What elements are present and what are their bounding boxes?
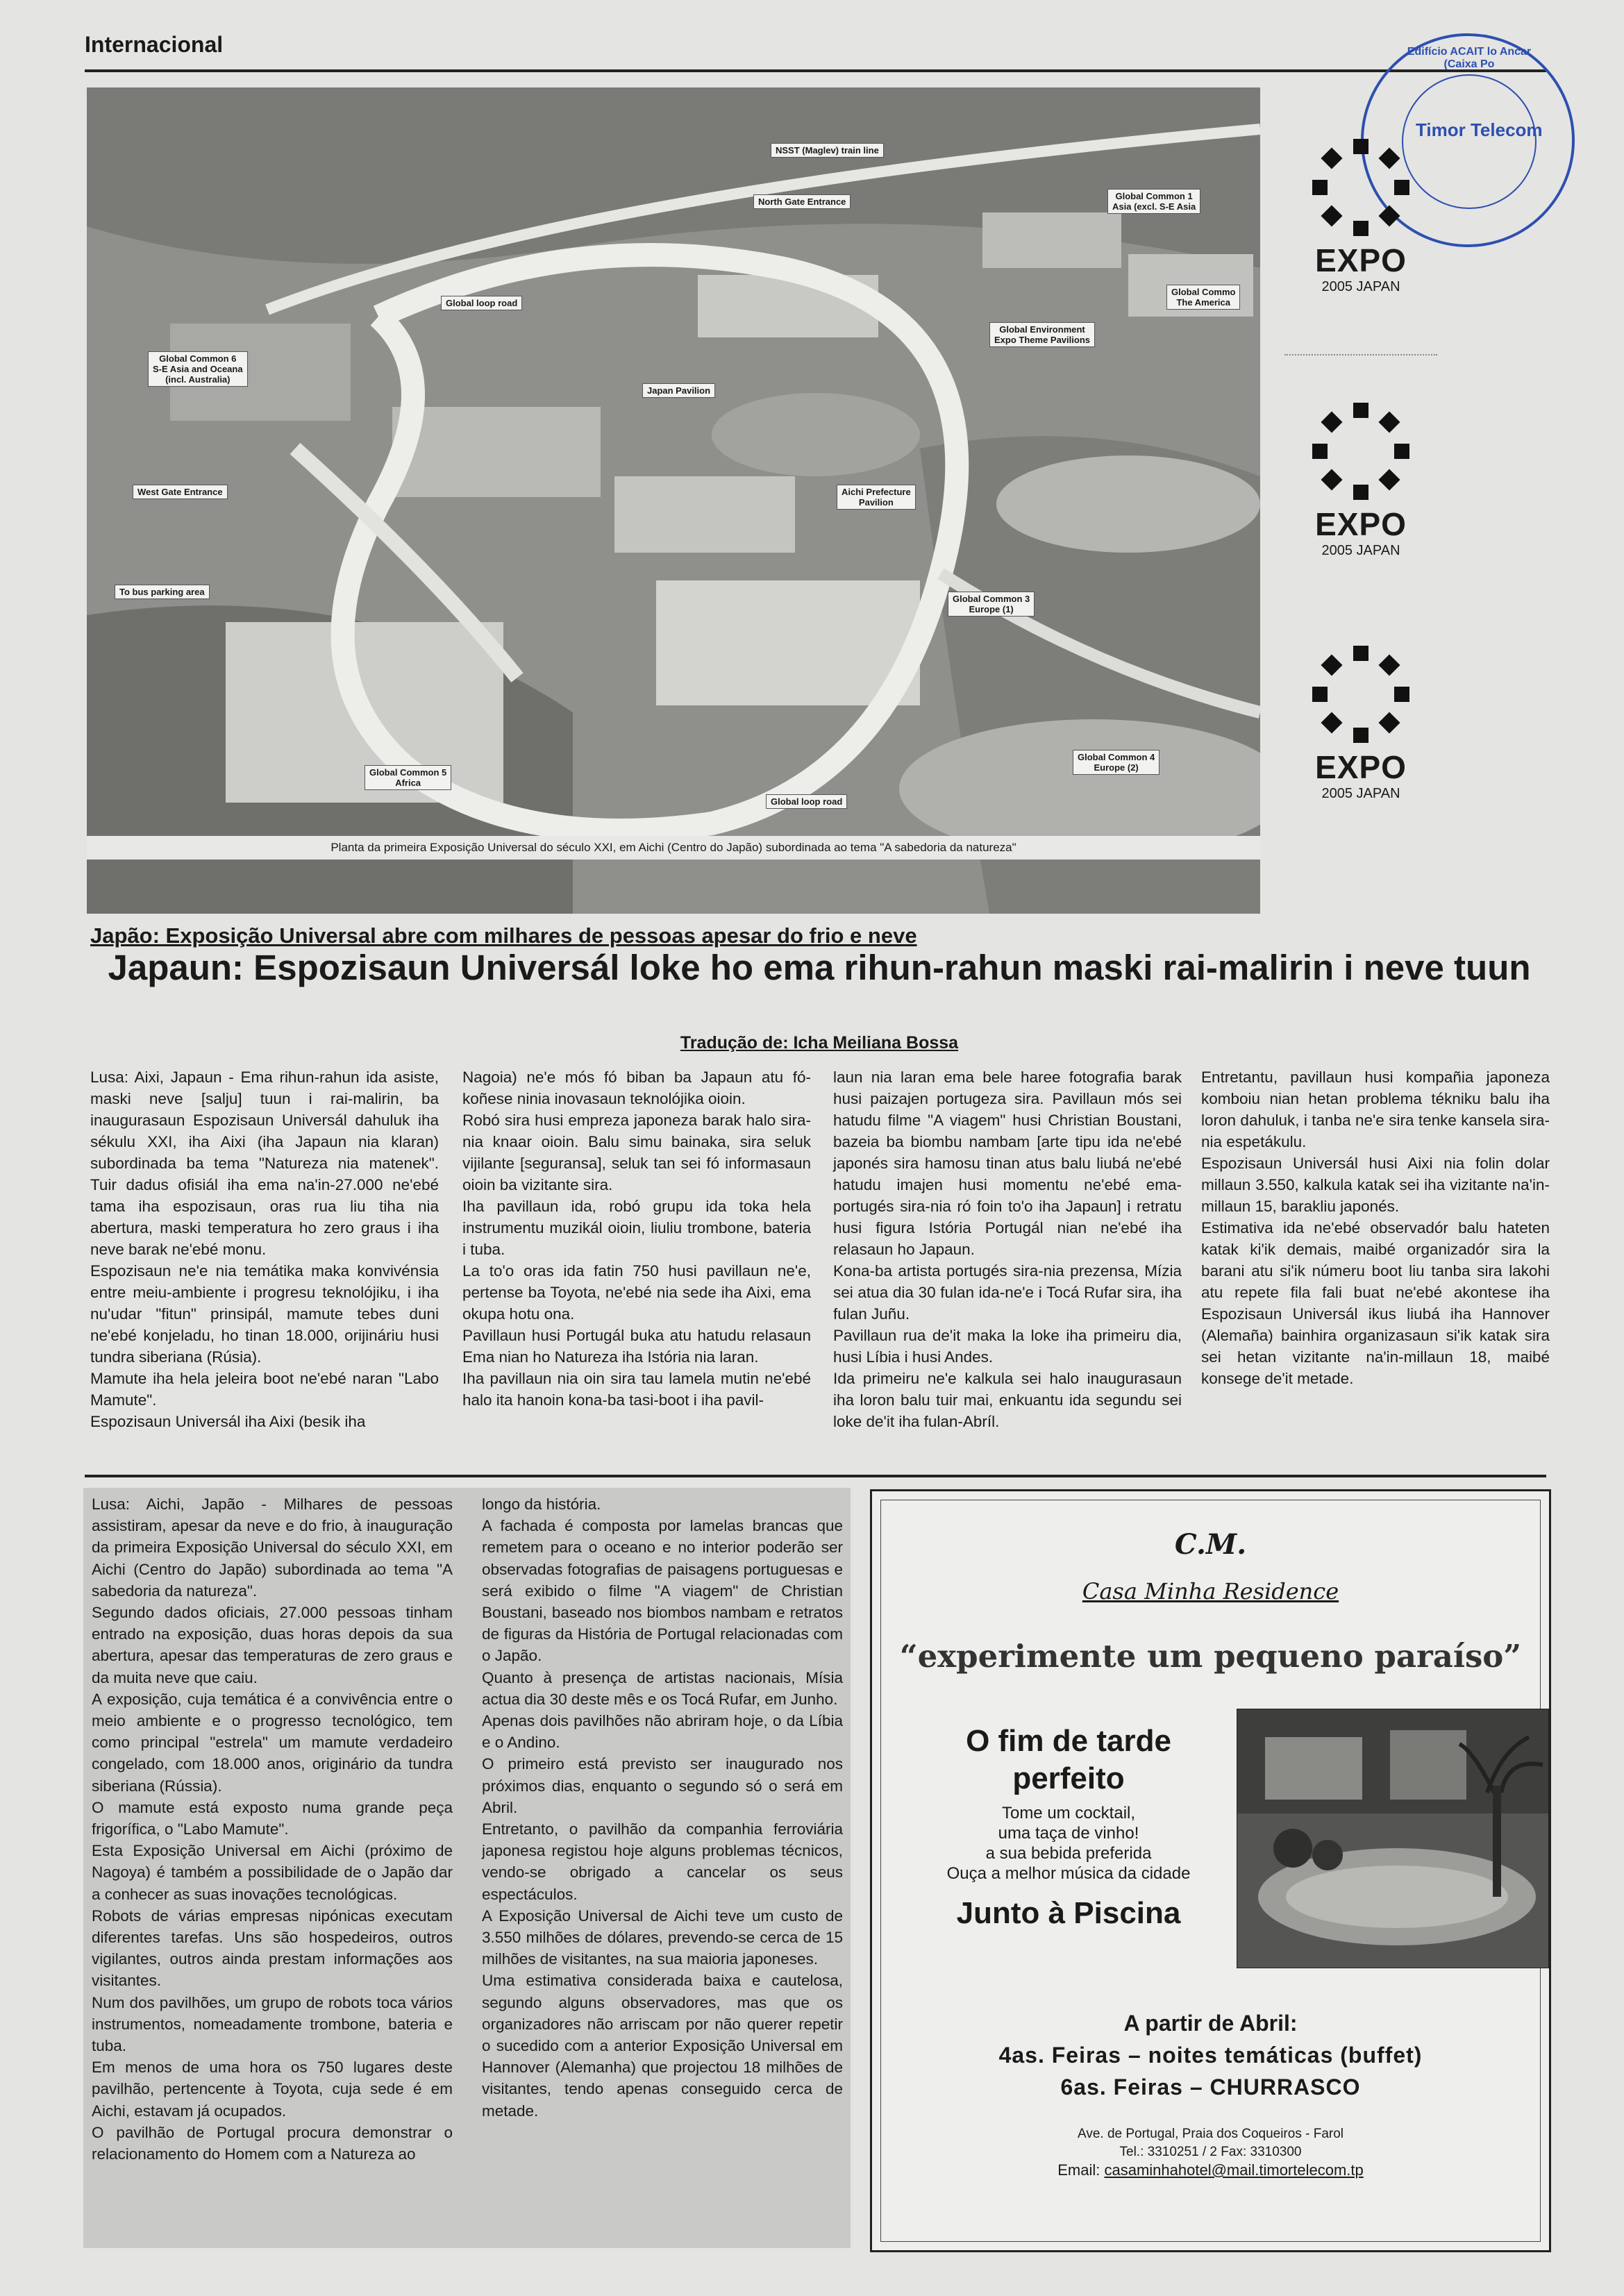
- expo-ring-icon: [1312, 403, 1409, 500]
- portuguese-column-2: [482, 1493, 843, 2122]
- expo-ring-icon: [1312, 139, 1409, 236]
- ad-address: Ave. de Portugal, Praia dos Coqueiros - Farol: [1077, 2127, 1343, 2141]
- ad-body-line: Tome um cocktail,: [1001, 1804, 1136, 1822]
- pool-photo: [1237, 1709, 1549, 1968]
- label-aichi-pavilion: Aichi Prefecture Pavilion: [837, 485, 916, 510]
- paragraph: Lusa: Aichi, Japão - Milhares de pessoas assistiram, apesar da neve e do frio, à inauguração da primeira Exposição Universal do século XXI, em Aichi (Centro do Japão) subordinada ao tema "A sabedoria da natureza".: [92, 1495, 453, 1600]
- middle-rule: [85, 1475, 1546, 1477]
- article-column-2: [462, 1066, 811, 1411]
- paragraph: Mamute iha hela jeleira boot ne'ebé naran "Labo Mamute".: [90, 1370, 439, 1409]
- paragraph: longo da história.: [482, 1495, 601, 1513]
- paragraph: Nagoia) ne'e mós fó biban ba Japaun atu fó-koñese ninia inovasaun teknolójika oioin.: [462, 1069, 811, 1107]
- paragraph: La to'o oras ida fatin 750 husi pavillaun ne'e, pertense ba Toyota, ne'ebé nia sede iha Aixi, ema okupa hotu ona.: [462, 1262, 811, 1323]
- paragraph: Entretantu, pavillaun husi kompañia japoneza komboiu nian hetan problema tékniku balu iha loron dahuluk, i tanba ne'e sira tenke kansela sira-nia espetákulu.: [1201, 1069, 1550, 1150]
- article-column-1: [90, 1066, 439, 1432]
- paragraph: Em menos de uma hora os 750 lugares deste pavilhão, pertencente à Toyota, cuja sede é em Aichi, estavam já ocupados.: [92, 2059, 453, 2120]
- ad-body-line: uma taça de vinho!: [998, 1824, 1139, 1843]
- divider: [1284, 354, 1437, 355]
- ad-from-date: A partir de Abril:: [1123, 2011, 1298, 2036]
- ad-slogan: “experimente um pequeno paraíso”: [899, 1638, 1522, 1675]
- label-bus-parking: To bus parking area: [115, 585, 210, 599]
- paragraph: O pavilhão de Portugal procura demonstrar o relacionamento do Homem com a Natureza ao: [92, 2123, 453, 2163]
- ad-headline-2: perfeito: [1012, 1761, 1125, 1795]
- article-column-4: [1201, 1066, 1550, 1389]
- portuguese-column-1: [92, 1493, 453, 2165]
- top-rule: [85, 69, 1546, 72]
- label-global-common-6: Global Common 6 S-E Asia and Oceana (incl. Australia): [148, 351, 248, 387]
- ad-inner-frame: [880, 1500, 1541, 2242]
- paragraph: Pavillaun husi Portugál buka atu hatudu relasaun Ema nian ho Natureza iha Istória nia laran.: [462, 1327, 811, 1366]
- paragraph: Espozisaun Universál husi Aixi nia folin dolar millaun 3.550, kalkula katak sei iha vizitante na'in- millaun 15, barakliu japonés.: [1201, 1155, 1550, 1215]
- expo-subtitle: 2005 JAPAN: [1321, 279, 1400, 294]
- ad-business-name: Casa Minha Residence: [1082, 1578, 1339, 1604]
- label-japan-pavilion: Japan Pavilion: [642, 383, 715, 398]
- ad-body: [895, 1803, 1242, 1884]
- label-global-loop-top: Global loop road: [441, 296, 522, 310]
- paragraph: Esta Exposição Universal em Aichi (próximo de Nagoya) é também a possibilidade de o Japão dar a conhecer as suas inovações tecnológicas.: [92, 1842, 453, 1903]
- article-column-3: [833, 1066, 1182, 1432]
- paragraph: Iha pavillaun ida, robó grupu ida toka hela instrumentu muzikál oioin, liuliu trombone, bateria i tuba.: [462, 1198, 811, 1258]
- paragraph: Ida primeiru ne'e kalkula sei halo inaugurasaun iha loron balu tuir mai, enkuantu ida segundu sei loke de'it iha fulan-Abríl.: [833, 1370, 1182, 1430]
- ad-body-line: Ouça a melhor música da cidade: [946, 1864, 1191, 1883]
- label-north-gate: North Gate Entrance: [753, 194, 851, 209]
- ad-headline-3: Junto à Piscina: [956, 1896, 1181, 1930]
- paragraph: O primeiro está previsto ser inaugurado nos próximos dias, enquanto o segundo só o será em Abril.: [482, 1755, 843, 1816]
- label-global-common-5: Global Common 5 Africa: [365, 765, 451, 790]
- paragraph: A exposição, cuja temática é a convivência entre o meio ambiente e o progresso tecnológico, tem como principal "estrela" um mamute verdadeiro congelado, com 18.000 anos, originário da tundra siberiana (Rússia).: [92, 1690, 453, 1795]
- ad-schedule: [881, 2007, 1540, 2103]
- article-headline: Japaun: Espozisaun Universál loke ho ema rihun-rahun maski rai-malirin i neve tuun: [108, 948, 1531, 987]
- ad-friday: 6as. Feiras – CHURRASCO: [1060, 2075, 1361, 2100]
- ad-contact: [881, 2125, 1540, 2179]
- label-global-loop-bottom: Global loop road: [766, 794, 847, 809]
- paragraph: Entretanto, o pavilhão da companhia ferroviária japonesa registou hoje alguns problemas técnicos, vendo-se obrigado a cancelar os seus espectáculos.: [482, 1820, 843, 1903]
- label-global-common-1: Global Common 1 Asia (excl. S-E Asia: [1107, 189, 1200, 214]
- ad-promo-text: [895, 1723, 1242, 1931]
- photo-caption: Planta da primeira Exposição Universal do século XXI, em Aichi (Centro do Japão) subordinada ao tema "A sabedoria da natureza": [87, 836, 1260, 860]
- expo-title: EXPO: [1315, 749, 1407, 785]
- label-environment: Global Environment Expo Theme Pavilions: [989, 322, 1095, 347]
- paragraph: Estimativa ida ne'ebé observadór balu hateten katak ki'ik demais, maibé organizadór sira la barani atu si'ik númeru boot liu tanba sira lakohi atu repete fila fali buat ne'ebé akontese iha Espozisaun Universál ikus liubá iha Hannover (Alemaña) bainhira organizasaun si'ik katak sira sei hetan vizitante na'in-millaun 18, maibé konsege de'it metade.: [1201, 1219, 1550, 1387]
- expo-ring-icon: [1312, 646, 1409, 743]
- portuguese-original-box: [83, 1488, 851, 2248]
- label-global-common-3: Global Common 3 Europe (1): [948, 592, 1035, 617]
- paragraph: Robots de várias empresas nipónicas executam diferentes tarefas. Uns são hospedeiros, outros vigilantes, outros ainda prestam informações aos visitantes.: [92, 1907, 453, 1990]
- paragraph: Lusa: Aixi, Japaun - Ema rihun-rahun ida asiste, maski neve [salju] tuun i rai-malirin, ba inaugurasaun Espozisaun Universál dahuluk iha sékulu XXI, iha Aixi (iha Japaun nia klaran) subordinada ba tema "Natureza nia matenek". Tuir dadus ofisiál iha ema na'in-27.000 ne'ebé tama iha espozisaun, oras rua liu tiha nia abertura, maski temperatura ho zero graus i iha neve barak ne'ebé monu.: [90, 1069, 439, 1258]
- article-byline: Tradução de: Icha Meiliana Bossa: [680, 1033, 959, 1053]
- section-label: Internacional: [85, 32, 224, 57]
- paragraph: Espozisaun Universál iha Aixi (besik iha: [90, 1413, 366, 1430]
- ad-wednesday: 4as. Feiras – noites temáticas (buffet): [998, 2043, 1423, 2068]
- ad-email-label: Email:: [1057, 2161, 1100, 2179]
- paragraph: Segundo dados oficiais, 27.000 pessoas tinham entrado na exposição, duas horas depois da sua abertura, apesar das temperaturas de zero graus e da muita neve que caiu.: [92, 1604, 453, 1686]
- pool-illustration: [1237, 1709, 1548, 1968]
- expo-subtitle: 2005 JAPAN: [1321, 543, 1400, 558]
- expo-logo-2: [1291, 403, 1430, 559]
- paragraph: A Exposição Universal de Aichi teve um custo de 3.550 milhões de dólares, prevendo-se cerca de 15 milhões de visitantes, na sua maioria japoneses.: [482, 1907, 843, 1968]
- label-global-common-4: Global Common 4 Europe (2): [1073, 750, 1160, 775]
- paragraph: Espozisaun ne'e nia temátika maka konvivénsia entre meiu-ambiente i progresu teknolójiku, i iha nu'udar "fitun" prinsipál, mamute tebes duni ne'ebé konjeladu, ho tinan 18.000, orijináriu husi tundra siberiana (Rúsia).: [90, 1262, 439, 1366]
- label-global-common-2: Global Commo The America: [1166, 285, 1240, 310]
- site-illustration: [87, 87, 1260, 914]
- expo-logo-1: [1291, 139, 1430, 295]
- label-west-gate: West Gate Entrance: [133, 485, 228, 499]
- ad-phone: Tel.: 3310251 / 2 Fax: 3310300: [1119, 2145, 1302, 2159]
- article-kicker: Japão: Exposição Universal abre com milhares de pessoas apesar do frio e neve: [90, 923, 917, 948]
- expo-title: EXPO: [1315, 506, 1407, 542]
- stamp-ring-text: Edifício ACAIT lo Ancar (Caixa Po: [1407, 46, 1532, 70]
- expo-title: EXPO: [1315, 242, 1407, 278]
- casa-minha-advertisement: [870, 1489, 1551, 2252]
- ad-monogram: C.M.: [1174, 1528, 1247, 1561]
- label-maglev: NSST (Maglev) train line: [771, 143, 884, 158]
- expo-subtitle: 2005 JAPAN: [1321, 786, 1400, 801]
- stamp-brand: Timor Telecom: [1416, 119, 1543, 140]
- paragraph: Kona-ba artista portugés sira-nia prezensa, Mízia sei atua dia 30 fulan ida-ne'e i Tocá Rufar sira, iha fulan Juñu.: [833, 1262, 1182, 1323]
- paragraph: Uma estimativa considerada baixa e cautelosa, segundo alguns observadores, mas que os organizadores não arriscam por não querer repetir o sucedido com a anterior Exposição Universal em Hannover (Alemanha) que projectou 18 milhões de visitantes, tendo apenas conseguido cerca de metade.: [482, 1972, 843, 2120]
- ad-email-row: [881, 2161, 1540, 2179]
- paragraph: laun nia laran ema bele haree fotografia barak husi paizajen portugeza sira. Pavillaun mós sei hatudu filme "A viagem" husi Christian Boustani, bazeia ba biombu nambam [arte tipu ida ne'ebé japonés sira hamosu tinan atus balu liubá ne'ebé hatudu imajen husi momentu ne'ebé ema-portugés sira-nia ró foin to'o iha Japaun] i retratu husi figura Istória Portugál nian ne'ebé iha relasaun ho Japaun.: [833, 1069, 1182, 1258]
- ad-headline-1: O fim de tarde: [966, 1724, 1171, 1758]
- paragraph: Robó sira husi empreza japoneza barak halo sira-nia knaar oioin. Balu simu bainaka, sira seluk vijilante [seguransa], seluk tan sei fó informasaun oioin ba vizitante sira.: [462, 1112, 811, 1193]
- paragraph: Num dos pavilhões, um grupo de robots toca vários instrumentos, nomeadamente trombone, bateria e tuba.: [92, 1993, 453, 2055]
- paragraph: Iha pavillaun nia oin sira tau lamela mutin ne'ebé halo ita hanoin kona-ba tasi-boot i iha pavil-: [462, 1370, 811, 1409]
- paragraph: Apenas dois pavilhões não abriram hoje, o da Líbia e o Andino.: [482, 1712, 843, 1752]
- ad-email-link[interactable]: casaminhahotel@mail.timortelecom.tp: [1104, 2161, 1364, 2179]
- paragraph: A fachada é composta por lamelas brancas que remetem para o oceano e no interior poderão ser observadas fotografias de paisagens portuguesas e será exibido o filme "A viagem" de Christian Boustani, baseado nos biombos nambam e retratos de figuras da História de Portugal relacionadas com o Japão.: [482, 1517, 843, 1665]
- ad-body-line: a sua bebida preferida: [985, 1844, 1152, 1863]
- expo-site-photo: [87, 87, 1260, 914]
- paragraph: Pavillaun rua de'it maka la loke iha primeiru dia, husi Líbia i husi Andes.: [833, 1327, 1182, 1366]
- paragraph: O mamute está exposto numa grande peça frigorífica, o "Labo Mamute".: [92, 1798, 453, 1838]
- expo-logo-3: [1291, 646, 1430, 802]
- paragraph: Quanto à presença de artistas nacionais, Mísia actua dia 30 deste mês e os Tocá Rufar, em Junho.: [482, 1668, 843, 1708]
